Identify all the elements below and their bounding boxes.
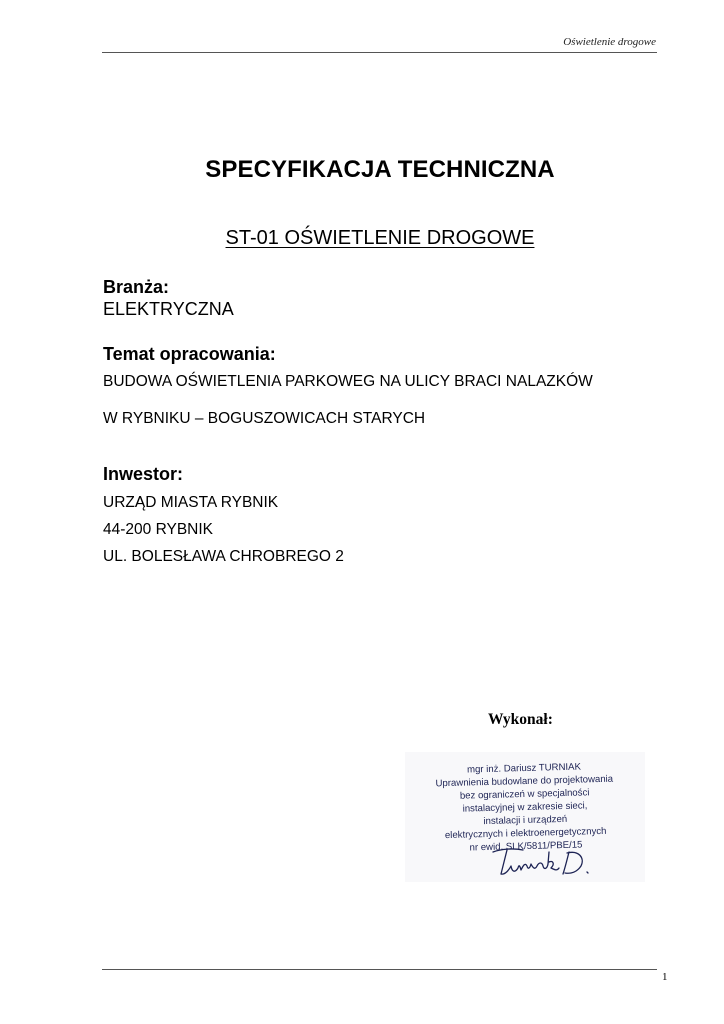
inwestor-line-2: 44-200 RYBNIK (103, 521, 213, 538)
branza-value: ELEKTRYCZNA (103, 299, 234, 319)
branza-heading: Branża: (103, 277, 170, 297)
stamp-line-instalacje: instalacji i urządzeń (483, 813, 568, 828)
stamp-line-ograniczenia: bez ograniczeń w specjalności (459, 787, 590, 802)
inwestor-line-1: URZĄD MIASTA RYBNIK (103, 494, 279, 511)
stamp-line-uprawnienia: Uprawnienia budowlane do projektowania (435, 773, 614, 790)
stamp-line-nr-ewid: nr ewid. SLK/5811/PBE/15 (469, 839, 583, 854)
temat-line-1: BUDOWA OŚWIETLENIA PARKOWEG NA ULICY BRACI NALAZKÓW (103, 373, 593, 390)
stamp-line-name: mgr inż. Dariusz TURNIAK (466, 761, 582, 776)
document-subtitle-wrap (0, 227, 724, 250)
handwritten-signature (487, 844, 597, 878)
designer-stamp (405, 752, 645, 882)
inwestor-heading: Inwestor: (103, 464, 184, 484)
document-subtitle: ST-01 OŚWIETLENIE DROGOWE (225, 227, 535, 249)
page-number: 1 (662, 971, 668, 983)
document-title: SPECYFIKACJA TECHNICZNA (205, 156, 555, 183)
running-header: Oświetlenie drogowe (563, 36, 656, 48)
footer-rule (102, 969, 657, 970)
wykonal-label: Wykonał: (488, 711, 553, 728)
inwestor-line-3: UL. BOLESŁAWA CHROBREGO 2 (103, 548, 344, 565)
temat-heading: Temat opracowania: (103, 344, 276, 364)
header-rule (102, 52, 657, 53)
stamp-line-specjalnosc: instalacyjnej w zakresie sieci, (462, 800, 588, 815)
temat-line-2: W RYBNIKU – BOGUSZOWICACH STARYCH (103, 410, 426, 427)
stamp-line-elektryczne: elektrycznych i elektroenergetycznych (444, 825, 607, 842)
stamp-text (404, 759, 646, 856)
